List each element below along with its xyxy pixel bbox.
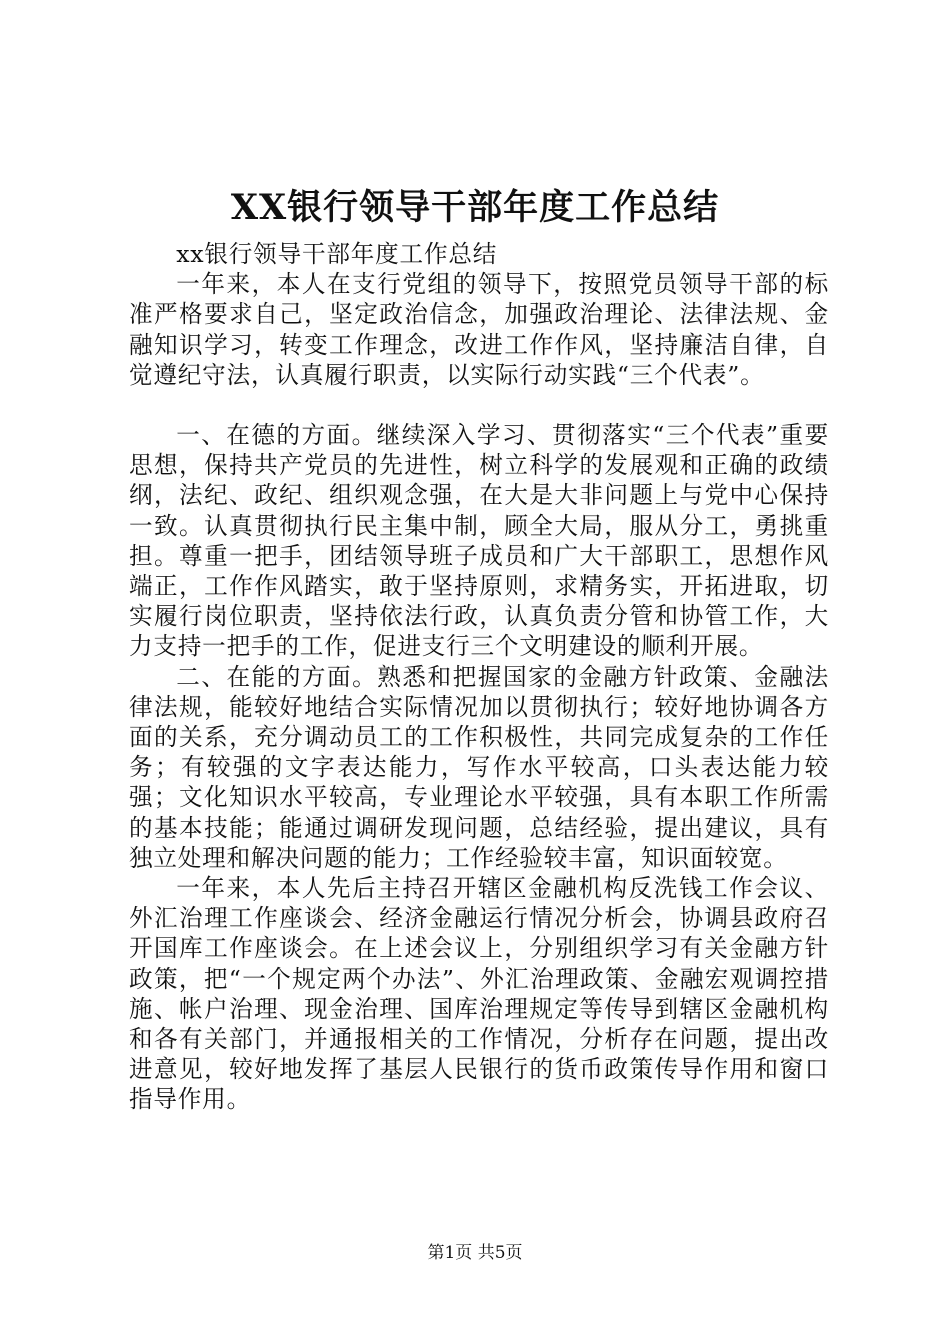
paragraph-ability: 二、在能的方面。熟悉和把握国家的金融方针政策、金融法律法规，能较好地结合实际情况加以贯彻执行；较好地协调各方面的关系，充分调动员工的工作积极性，共同完成复杂的工作任务；有较强的文字表达能力，写作水平较高，口头表达能力较强；文化知识水平较高，专业理论水平较强，具有本职工作所需的基本技能；能通过调研发现问题，总结经验，提出建议，具有独立处理和解决问题的能力；工作经验较丰富，知识面较宽。: [129, 662, 829, 872]
paragraph-subtitle: xx银行领导干部年度工作总结: [176, 240, 498, 268]
document-title: XX银行领导干部年度工作总结: [230, 187, 720, 228]
page-footer: 第1页 共5页: [427, 1243, 523, 1263]
paragraph-virtue: 一、在德的方面。继续深入学习、贯彻落实“三个代表”重要思想，保持共产党员的先进性，树立科学的发展观和正确的政绩纲，法纪、政纪、组织观念强，在大是大非问题上与党中心保持一致。认真贯彻执行民主集中制，顾全大局，服从分工，勇挑重担。尊重一把手，团结领导班子成员和广大干部职工，思想作风端正，工作作风踏实，敢于坚持原则，求精务实，开拓进取，切实履行岗位职责，坚持依法行政，认真负责分管和协管工作，大力支持一把手的工作，促进支行三个文明建设的顺利开展。: [129, 421, 829, 661]
document-body: [129, 239, 829, 1115]
paragraph-spacer: [129, 390, 829, 420]
paragraph-meetings: 一年来，本人先后主持召开辖区金融机构反洗钱工作会议、外汇治理工作座谈会、经济金融运行情况分析会，协调县政府召开国库工作座谈会。在上述会议上，分别组织学习有关金融方针政策，把“一个规定两个办法”、外汇治理政策、金融宏观调控措施、帐户治理、现金治理、国库治理规定等传导到辖区金融机构和各有关部门，并通报相关的工作情况，分析存在问题，提出改进意见，较好地发挥了基层人民银行的货币政策传导作用和窗口指导作用。: [129, 874, 829, 1114]
paragraph-intro: 一年来，本人在支行党组的领导下，按照党员领导干部的标准严格要求自己，坚定政治信念，加强政治理论、法律法规、金融知识学习，转变工作理念，改进工作作风，坚持廉洁自律，自觉遵纪守法，认真履行职责，以实际行动实践“三个代表”。: [129, 270, 829, 389]
